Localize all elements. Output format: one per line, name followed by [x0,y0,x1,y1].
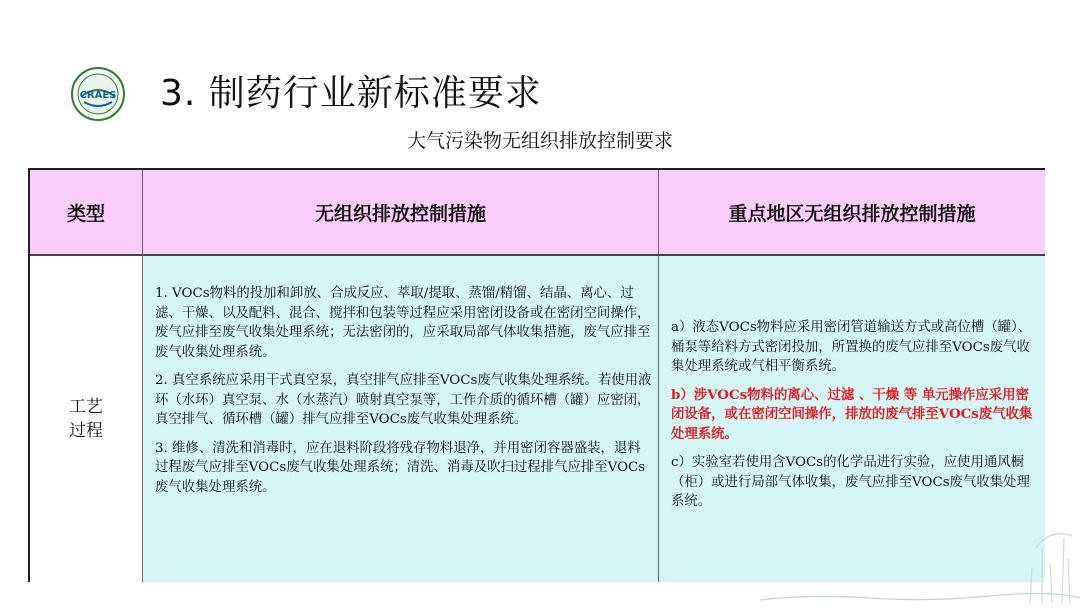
type-line-1: 工艺 [69,397,103,417]
type-cell [30,256,143,582]
key-measure-b: b）涉VOCs物料的离心、过滤 、干燥 等 单元操作应采用密闭设备，或在密闭空间操作，排放的废气排至VOCs废气收集处理系统。 [671,386,1033,442]
measures-cell [143,256,659,582]
header-measures: 无组织排放控制措施 [143,170,659,256]
key-measure-c: c）实验室若使用含VOCs的化学品进行实验，应使用通风橱（柜）或进行局部气体收集，废气应排至VOCs废气收集处理系统。 [671,455,1030,509]
key-measures-cell [659,256,1045,582]
key-measure-a: a）液态VOCs物料应采用密闭管道输送方式或高位槽（罐）、桶泵等给料方式密闭投加，所置换的废气应排至VOCs废气收集处理系统或气相平衡系统。 [671,320,1032,374]
type-line-2: 过程 [69,421,103,441]
measure-item-3: 3. 维修、清洗和消毒时，应在退料阶段将残存物料退净，并用密闭容器盛装，退料过程废气应排至VOCs废气收集处理系统；清洗、消毒及吹扫过程排气应排至VOCs废气收集处理系统。 [155,440,646,495]
requirements-table [28,168,1045,582]
header-key-region-measures: 重点地区无组织排放控制措施 [659,170,1045,256]
logo-text: CRAES [79,90,117,101]
page-title: 3. 制药行业新标准要求 [160,73,542,114]
measure-item-1: 1. VOCs物料的投加和卸放、合成反应、萃取/提取、蒸馏/精馏、结晶、离心、过滤、干燥、以及配料、混合、搅拌和包装等过程应采用密闭设备或在密闭空间操作，废气应排至废气收集处理系统；无法密闭的，应采取局部气体收集措施，废气应排至废气收集处理系统。 [155,286,651,360]
header-type: 类型 [30,170,143,256]
table-caption: 大气污染物无组织排放控制要求 [406,130,673,152]
measure-item-2: 2. 真空系统应采用干式真空泵，真空排气应排至VOCs废气收集处理系统。若使用液环（水环）真空泵、水（水蒸汽）喷射真空泵等，工作介质的循环槽（罐）应密闭，真空排气、循环槽（罐）排气应排至VOCs废气收集处理系统。 [155,373,652,427]
craes-logo-icon [70,66,126,122]
